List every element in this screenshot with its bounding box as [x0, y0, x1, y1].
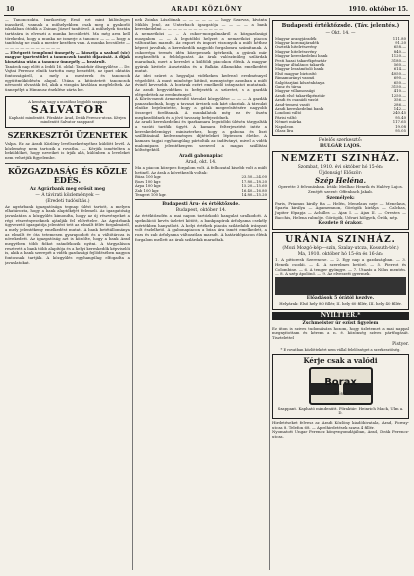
table-row: Német márka 117.65 — [275, 119, 406, 125]
section-heading: SZERKESZTŐI ÜZENETEK — [7, 130, 128, 141]
nyiltter-signature: Pistyer. — [392, 341, 409, 347]
table-row: Olasz líra 95.05 — [275, 128, 406, 134]
ad-brand: SALVATOR — [30, 102, 105, 116]
table-row: Magyar hitelrészvény 840.— — [275, 48, 406, 54]
table-row: Osztrák hitelrészvény 658.— — [275, 44, 406, 50]
theatre-start-time: Előadások 5 órától kezdve. — [306, 296, 375, 301]
table-row: Tengeri 100 kgr. 14.80—15.20 — [135, 191, 267, 197]
article-subheading: Arad, okt. 14. — [185, 160, 217, 166]
article-text: Ma a piacon közepes forgalom volt. A felhozatal kisebb volt a múlt hetinél. Az árak a következők voltak: — [135, 165, 267, 175]
article-subheading: (Eredeti tudósítás.) — [45, 198, 90, 204]
section-rule — [5, 163, 130, 164]
page-number: 10 — [6, 6, 15, 13]
table-row: Magyar általános takarék 560.— — [275, 61, 406, 67]
table-row: Aradi és csanádi vasút 356.— — [275, 97, 406, 103]
newspaper-title: ARADI KÖZLÖNY — [171, 6, 243, 13]
article-subheading: Az Agrárbank meg erősít meg — [29, 186, 106, 192]
article-text: Valpa. Ez az Aradi Közlöny levélszekrényéhez küldött levél. A közlemény nem tartozik a rovatba. — Kérjük ismételten a beküldőket, hogy neveiket is írják alá, különben a leveleket nem vehetjük figyelembe. — [5, 141, 130, 161]
theatre-prices: Helyárak: Első hely 80 fillér, II. hely 60 fillér, III. hely 40 fillér. — [279, 301, 402, 306]
table-row: Párisi váltó 95.40 — [275, 114, 406, 120]
salvator-ad — [5, 96, 130, 129]
borax-brand: Borax — [324, 376, 357, 388]
column-divider — [269, 18, 270, 570]
stock-exchange-box — [272, 20, 409, 136]
theatre-title: NEMZETI SZINHÁZ. — [280, 154, 401, 165]
section-heading: KÖZGAZDASÁG ÉS KÖZLE EDÉS. — [7, 165, 128, 185]
table-row: Zab 100 kgr. 16.40—16.80 — [135, 187, 267, 193]
table-row: Magyar koronajáradék 91.20 — [275, 39, 406, 45]
header-rule — [4, 15, 410, 16]
theatre-subtitle: (Mozi Mozgó-kép—szín, Szalay-utcza, Kossuth-tér.) — [282, 246, 399, 252]
table-row: Aradi kereskedelmi bank 142.— — [275, 106, 406, 111]
theatre-title: URÁNIA SZINHÁZ. — [285, 235, 396, 246]
editor-role: Felelős szerkesztő: — [318, 138, 363, 144]
article-text: — Elvégzett templomi ünnepély — kiosztja a szabad (sic) magyar ipartestület a tanonczok tanító díjazását. A díjak kiosztása után a tanoncz ünnepély — bezárult. — [5, 49, 130, 64]
column-3 — [272, 18, 409, 570]
box-subtitle: — Okt. 14. — — [325, 30, 356, 36]
ad-tagline: A kemény vagy a mosóhoz legjobb szappan — [28, 99, 107, 104]
borax-ad-text: Szappant. Kapható mindenütt. Főraktár: Heinrich Mack, Ulm a. D. — [277, 405, 404, 416]
table-row: Ganz és társa 3150.— — [275, 83, 406, 89]
editor-name: BULGÁR LAJOS. — [320, 144, 361, 150]
table-row: Magyar aranyjáradék 111.80 — [275, 35, 406, 41]
cast-heading: Személyek: — [326, 195, 355, 201]
theatre-start-time: Kezdete 8 órakor. — [318, 221, 363, 227]
issue-date: 1910. október 15. — [348, 6, 408, 13]
article-text: Az értéktőzsdén a mai napon tartózkodó hangulat uralkodott. A spekuláció kevés üzletet kötött, a bankpapírok árfolyama csekély mértékben hanyatlott. A helyi értékek piacán szilárdabb irányzat volt észlelhető. A gabonapiacon a búza ára ismét emelkedett, a rozs és zab árfolyama változatlan maradt. A határidőpiacon élénk forgalom mellett az árak szilárdak maradtak. — [135, 213, 267, 242]
box-title: Budapesti értéktőzsde. (Táv. jelentés.) — [281, 23, 400, 29]
article-text: Az aradi kereskedelmi és iparkamara legutóbbi ülésén tárgyalták a vasúti tarifák ügyét. A kamara felterjesztést intéz a kereskedelemügyi miniszterhez, hogy a gabona és liszt szállításánál kedvezményes díjtételeket léptessen életbe. A kamara tagjai egyhangúlag pártolták az indítványt, mivel a vidék malomipara jelentékenyen szenved a magas szállítási költségektől. — [135, 119, 267, 153]
article-subheading: Budapesti Áru- és értéktőzsde. — [162, 202, 240, 208]
table-row: Rozs 100 kgr. 17.80—18.20 — [135, 178, 267, 184]
table-row: Magyar kereskedelmi bank 1120.— — [275, 53, 406, 59]
theatre-date: Szombat, 1910. évi október hó 15-én: — [297, 165, 384, 171]
theatre-play: Szép Heléna. — [314, 176, 367, 186]
cast-list: Paris, Priamus király fia — Helén, Menelaus neje — Menelaus, Sparta királya — Agamemnon, Görögök királya — Calchas, Jupiter főpapja — Achilles — Ajax I. — Ajax II. — Orestes — Bacchis, Helena rabnője. Görögök, Udvari hölgyek, Őrök, nép. — [275, 200, 406, 220]
article-text: nek Zsinka Lászlónak — — — — — — hogy Szarvas, kívánta Miklós Jenő, az Unterbach igazgatója — — — — a bank kereskedelmi — — — — — — — — — — — — — [135, 18, 267, 32]
table-row: Arad-temesi vasút 286.— — [275, 101, 406, 107]
article-text: Tanárok nap előtt a Ieddi 16. oldal: Tanárkör díszgyűlése ... Dr. Vajtai Ferencz elnök tartotta meg beszédét, az ipari oktatás fontosságáról, a mely a mesterek és tanoncok együttműködésén alapul. Utána a kitüntetett tanonczok névsorát olvasták fel, akik a vizsgán kiválóan megfeleltek. Az ünnepélyt a Himnusz éneklése zárta be. — [5, 63, 130, 92]
urania-szinhaz-box — [272, 232, 409, 309]
nemzeti-szinhaz-box — [272, 151, 409, 230]
ad-small-text: Kapható mindenütt. Főraktár: Arad, Deák Ferencz-utcza. Kérjen mindenütt Salvator szappant! — [9, 115, 126, 124]
nyiltter-heading: NYILTTÉR.* — [272, 312, 409, 320]
borax-ad — [272, 354, 409, 419]
table-row: Magyar villamossági 410.— — [275, 88, 406, 94]
table-row: Árpa 100 kgr. 15.20—15.60 — [135, 183, 267, 189]
article-subheading: — A távirati közlemények — — [35, 192, 100, 198]
article-subheading: Budapest, október 14. — [175, 208, 227, 214]
article-subheading: Aradi gabonapiac — [178, 154, 224, 160]
borax-label: Kaiser — [334, 390, 347, 396]
article-text: — Tanonczokta. Imrikovitzy Ernő ezt mint különleges inasokról, vannak a műhelyekben csak meg a gyakorló iskolában ötödik a Zsinan József tanítóvel. A műhelyek tisztán tartására is elveszti a munka becsületét. Ma még arra kell törekedni, hogy a munka ne ismerje a tanoncz — — — hogy a tanítóság ne csak a mester kezében van. A munka becsülete — — — — — — — — — — — — — [5, 18, 130, 50]
table-row: Rimamurányi vasmű 690.— — [275, 75, 406, 81]
theatre-date: Ma, 1910. október hó 15-én és 16-án: — [297, 252, 384, 258]
column-divider — [132, 18, 133, 570]
article-text: Az idei szüret a hegyaljai vidékeken kedvező eredménnyel végződött. A must minősége kitűnő, mennyisége azonban a múlt évinél kevesebb. A borárak ezért emelkedő irányzatot mutatnak. Az aradi hegyvidéken is befejezték a szüretet, s a gazdák elégedettek az eredménnyel. — [135, 72, 267, 97]
article-text: A Körös-menti ármentesítő társulat közgyűlése — — — A gazdák panaszkodnak, hogy a tavaszi árvizek sok kárt okoztak. A társulat elnöke bejelentette, hogy a gátak megerősítésére nagyobb összeget fordítanak. A munkálatok még ez év őszén megkezdődnek és a jövő tavaszig befejeződnek. — [135, 96, 267, 120]
imprint-text: Hirdetéseket felvesz az Aradi Közlöny kiadóhivatala, Arad, Forray-utcza 8. Telefon 68. — Apróhirdetések szava 4 fillér. — [272, 420, 409, 430]
borax-package-illustration — [309, 367, 373, 405]
theatre-play-prefix: Újdonság! Először: — [318, 171, 363, 177]
grain-price-table — [135, 175, 267, 197]
table-row: Búza 100 kgr. 23.50—24.00 — [135, 174, 267, 180]
column-1 — [5, 18, 130, 570]
imprint-text: Nyomatott Ungar Ferencz könyvnyomdájában, Arad, Deák Ferencz-utcza. — [272, 429, 409, 440]
table-row: Magyar leszámítoló bank 614.— — [275, 66, 406, 72]
nyiltter-subheading: Zschmeister úr ezüst figyelem — [302, 320, 379, 326]
section-rule — [135, 199, 267, 200]
article-text: Az agrárbank igazgatósága tegnap ülést tartott, a melyen elhatározta, hogy a bank alaptőkéjét felemeli. Az igazgatóság javaslatára a közgyűlés kimondta, hogy az új részvényeket a régi részvényeseknek ajánlják fel elővételre. Az Agrárbank ügyvezető igazgatója jelentést tett az elmúlt félév forgalmáról, a mely jelentékeny emelkedést mutat. A bank betétállománya az elmúlt év óta tetemesen gyarapodott és a váltótárcza is növekedett. Az igazgatóság azt is közölte, hogy a bank Arad megyében több fiókot szándékozik nyitni. A tárgyaláson resztvett a bank több alapítója és a helyi kereskedők képviselői is, akik a bank szerepét a vidék gazdasági fejlődésében nagyon fontosnak tartják. A közgyűlés egyhangúlag elfogadta a javaslatokat. — [5, 203, 130, 265]
table-row: Napoleon 19.08 — [275, 123, 406, 129]
table-row: Pesti hazai takarékpénztár 3180.— — [275, 57, 406, 63]
borax-ad-heading: Kérje csak a valódi — [303, 355, 378, 365]
column-2 — [135, 18, 267, 570]
nyiltter-text: Ez úton is szives tudomására hozom, hogy üzletemet a mai nappal megnyitottam és kérem a n. é. közönség szíves pártfogását. Tisztelettel — [272, 325, 409, 340]
table-row: Aradi első takarékpénztár 1250.— — [275, 92, 406, 98]
theatre-description: Operette 3 felvonásban. Irták: Meilhac Henrik és Halévy Lajos. Zenéjét szerzé: Offenbach Jakab. — [278, 184, 403, 195]
dark-image-block — [275, 277, 406, 295]
table-row: Első magyar biztosító 4050.— — [275, 70, 406, 76]
program-list: 1. A pittoresk Szerencse. — 2. Egy nap a gazdaságban. — 3. Henrik csodái. — 4. A szerelmes betörő. — 5. Pierrot és Colombine. — 6. A tenger gyöngye. — 7. Utazás a Nilus mentén. — 8. A szép ápolónő. — 9. Az elveszett gyermek. — [275, 257, 406, 277]
article-text: A nemzetközi — ... A cukor-mozgalmakról a közgazdasági mozgalom — — A legutóbbi helyzet a nemzetközi piacon változatlan maradt. Az export és import viszonyok a múlt héthez képest javultak, a kereskedők nagyobb forgalomra számítanak. A cukorrépa termés idén közepesnek ígérkezik, a gyárak már megkezdték a feldolgozást. Az árak valószínűleg szilárdak maradnak, mert a kereslet a külföldi piacokon élénk. A magyar gyárak kivitele Ausztriába és a Balkán államokba emelkedést mutat. — [135, 30, 267, 74]
exchange-rates-table — [275, 37, 406, 134]
table-row: Salgótarjáni kőszénbánya 650.— — [275, 79, 406, 85]
table-row: Londoni váltó 240.45 — [275, 110, 406, 116]
nyiltter-footnote: * E rovatban közlöttekért nem vállal felelősséget a szerkesztőség. — [280, 347, 401, 352]
